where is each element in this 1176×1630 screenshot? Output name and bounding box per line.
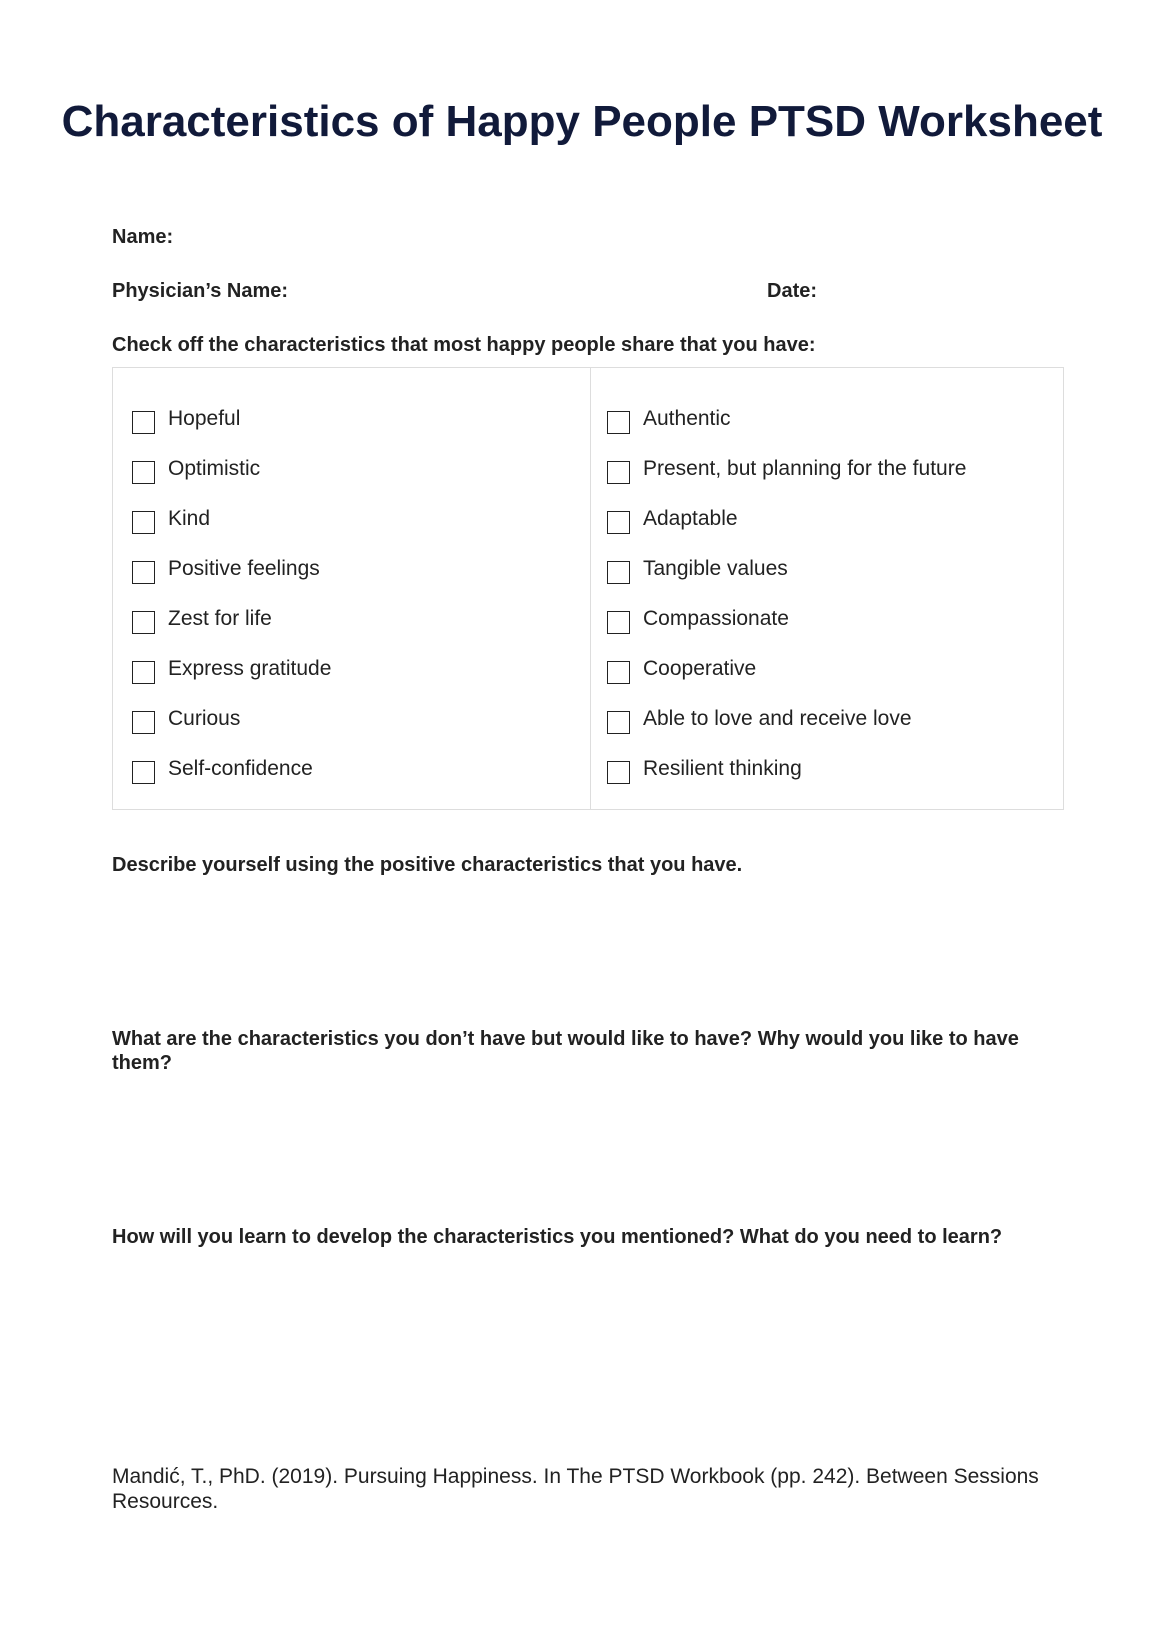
checklist-item-label: Cooperative [643, 657, 757, 680]
checklist-item-label: Tangible values [643, 557, 788, 580]
question-1: Describe yourself using the positive characteristics that you have. [112, 854, 743, 876]
question-3: How will you learn to develop the characteristics you mentioned? What do you need to learn? [112, 1226, 1003, 1248]
checklist-item-label: Optimistic [168, 457, 261, 480]
checklist-item-label: Curious [168, 707, 241, 730]
citation: Mandić, T., PhD. (2019). Pursuing Happiness. In The PTSD Workbook (pp. 242). Between Sessions Resources. [112, 1465, 1039, 1513]
page-title: Characteristics of Happy People PTSD Worksheet [61, 97, 1103, 146]
column-divider [590, 368, 591, 809]
checkbox[interactable] [132, 461, 155, 484]
checklist-item-label: Self-confidence [168, 757, 313, 780]
checkbox[interactable] [132, 761, 155, 784]
checkbox[interactable] [132, 411, 155, 434]
checklist-item[interactable] [132, 694, 331, 744]
checklist-item-label: Present, but planning for the future [643, 457, 967, 480]
checklist-item[interactable] [607, 694, 966, 744]
checkbox[interactable] [607, 411, 630, 434]
checklist-item-label: Compassionate [643, 607, 789, 630]
checkbox[interactable] [607, 561, 630, 584]
checklist-item[interactable] [132, 444, 331, 494]
checklist-item[interactable] [132, 544, 331, 594]
checklist-left-column [132, 394, 331, 794]
checkbox[interactable] [132, 661, 155, 684]
checkbox[interactable] [607, 711, 630, 734]
checklist-item-label: Express gratitude [168, 657, 332, 680]
checklist-item-label: Able to love and receive love [643, 707, 912, 730]
physician-name-label: Physician’s Name: [112, 280, 289, 302]
checkbox[interactable] [132, 561, 155, 584]
checklist-item-label: Authentic [643, 407, 731, 430]
checkbox[interactable] [607, 511, 630, 534]
checkbox[interactable] [607, 611, 630, 634]
checklist-item[interactable] [607, 494, 966, 544]
checklist-item[interactable] [607, 544, 966, 594]
checklist-item-label: Positive feelings [168, 557, 320, 580]
checklist-item[interactable] [132, 644, 331, 694]
checklist-item-label: Hopeful [168, 407, 241, 430]
question-2: What are the characteristics you don’t have but would like to have? Why would you like to have them? [112, 1028, 1019, 1074]
checklist-item[interactable] [607, 394, 966, 444]
checklist-item-label: Adaptable [643, 507, 738, 530]
checkbox[interactable] [132, 611, 155, 634]
checklist-item[interactable] [607, 644, 966, 694]
checklist-item[interactable] [607, 744, 966, 794]
checklist-instruction: Check off the characteristics that most happy people share that you have: [112, 334, 816, 356]
checklist-item[interactable] [607, 594, 966, 644]
checkbox[interactable] [607, 661, 630, 684]
checklist-table [112, 367, 1064, 810]
checklist-item[interactable] [132, 594, 331, 644]
date-label: Date: [767, 280, 818, 302]
checklist-item[interactable] [607, 444, 966, 494]
checklist-item[interactable] [132, 394, 331, 444]
checkbox[interactable] [132, 711, 155, 734]
name-label: Name: [112, 226, 174, 248]
checkbox[interactable] [607, 461, 630, 484]
checklist-item[interactable] [132, 494, 331, 544]
checkbox[interactable] [132, 511, 155, 534]
checklist-item-label: Resilient thinking [643, 757, 802, 780]
checklist-item-label: Kind [168, 507, 211, 530]
checklist-right-column [607, 394, 966, 794]
checklist-item-label: Zest for life [168, 607, 272, 630]
checklist-item[interactable] [132, 744, 331, 794]
checkbox[interactable] [607, 761, 630, 784]
